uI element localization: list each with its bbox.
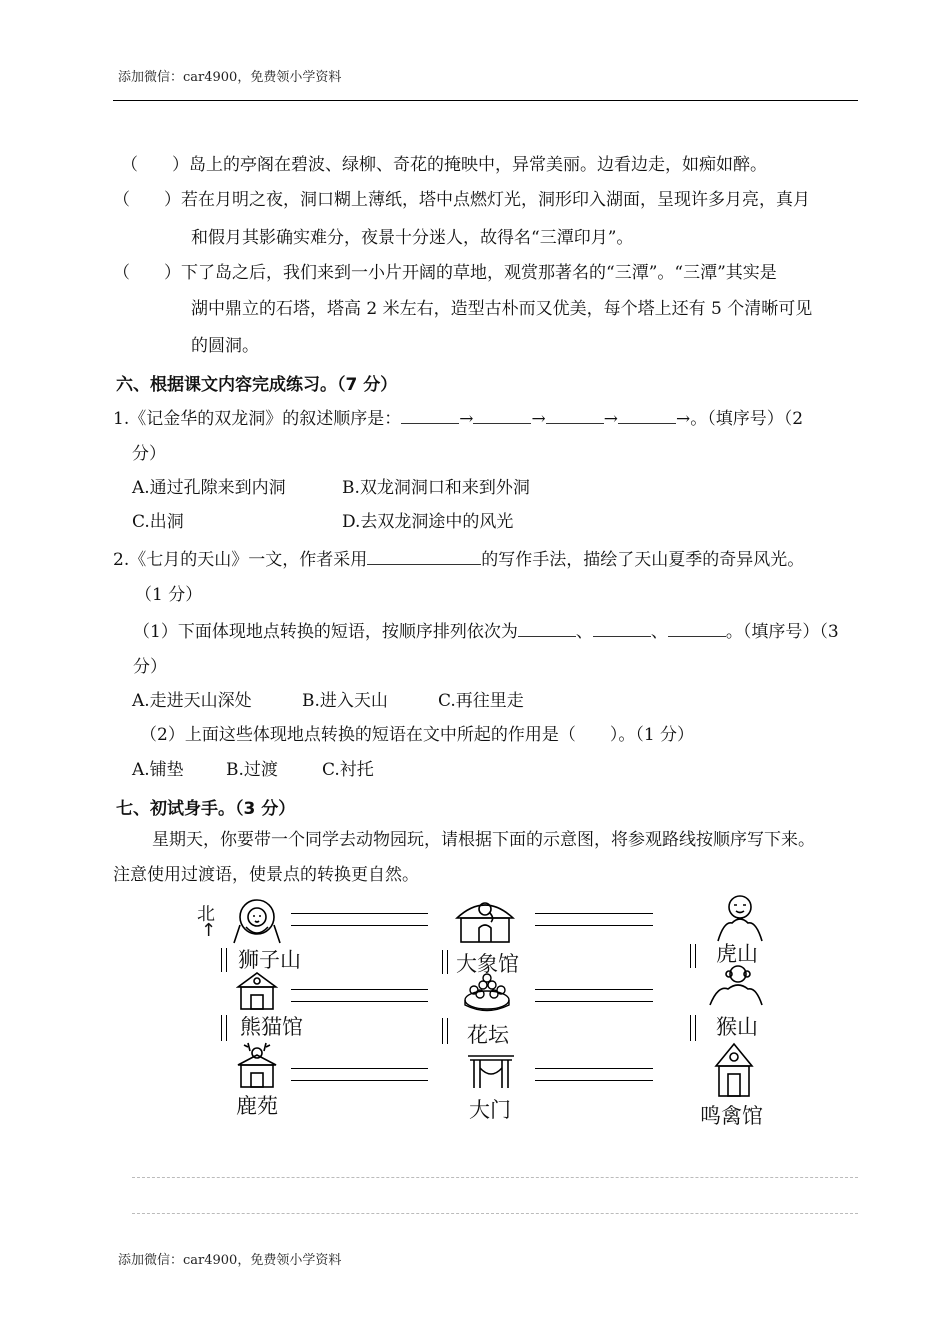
q6-2-sub1-blank-1[interactable] (518, 620, 576, 637)
q6-1-option-b: B.双龙洞洞口和来到外洞 (342, 478, 530, 498)
road-line (291, 1080, 428, 1081)
road-line-vertical (442, 950, 448, 974)
q6-2-suffix: 的写作手法，描绘了天山夏季的奇异风光。 (481, 550, 805, 570)
gate-icon (466, 1050, 516, 1090)
road-line (535, 1068, 653, 1069)
q6-2-sub1-cont: 分） (133, 657, 167, 677)
bird-house-icon (714, 1040, 754, 1098)
q5-item-1-paren[interactable]: （ ） (121, 155, 189, 175)
map-label-elephant-house: 大象馆 (456, 952, 519, 976)
q5-item-3-line2: 湖中鼎立的石塔，塔高 2 米左右，造型古朴而又优美，每个塔上还有 5 个清晰可见 (191, 299, 813, 319)
q6-3-option-b: B.过渡 (226, 760, 278, 780)
separator: 、 (575, 622, 593, 642)
q6-2-sub1-line (133, 620, 839, 643)
flower-bed-icon (462, 972, 512, 1012)
q5-item-3-text: 下了岛之后，我们来到一小片开阔的草地，观赏那著名的“三潭”。“三潭”其实是 (181, 263, 777, 283)
q6-1-line (113, 407, 803, 430)
separator: 、 (650, 622, 668, 642)
road-line (291, 989, 428, 990)
q6-2-sub1-blank-2[interactable] (593, 620, 651, 637)
monkey-icon (708, 963, 764, 1007)
road-line-vertical (690, 944, 696, 968)
north-arrow-icon: ↑ (201, 920, 217, 941)
road-line (291, 1001, 428, 1002)
arrow: → (603, 409, 618, 429)
road-line-vertical (442, 1018, 448, 1044)
q6-2-option-c: C.再往里走 (438, 691, 524, 711)
road-line (291, 925, 428, 926)
road-line-vertical (221, 1015, 227, 1041)
header-text: 添加微信：car4900，免费领小学资料 (118, 70, 342, 85)
q6-1-prefix: 1.《记金华的双龙洞》的叙述顺序是： (113, 409, 402, 429)
q7-paragraph-2: 注意使用过渡语，使景点的转换更自然。 (113, 865, 419, 885)
map-label-flower-bed: 花坛 (467, 1023, 509, 1047)
q6-2-option-b: B.进入天山 (302, 691, 388, 711)
tiger-icon (716, 893, 764, 943)
q6-2-option-a: A.走进天山深处 (132, 691, 252, 711)
road-line-vertical (221, 948, 227, 972)
section-6-title: 六、根据课文内容完成练习。（7 分） (116, 375, 398, 395)
q6-1-blank-3[interactable] (546, 407, 604, 424)
road-line (535, 1001, 653, 1002)
q6-2-prefix: 2.《七月的天山》一文，作者采用 (113, 550, 368, 570)
map-label-bird-house: 鸣禽馆 (700, 1104, 763, 1128)
q5-item-2-line2: 和假月其影确实难分，夜景十分迷人，故得名“三潭印月”。 (191, 228, 634, 248)
panda-house-icon (236, 971, 278, 1011)
q6-1-option-a: A.通过孔隙来到内洞 (132, 478, 286, 498)
answer-line-2[interactable] (132, 1213, 858, 1214)
q7-paragraph-1: 星期天，你要带一个同学去动物园玩，请根据下面的示意图，将参观路线按顺序写下来。 (152, 830, 815, 850)
q6-1-blank-2[interactable] (473, 407, 531, 424)
deer-park-icon (236, 1041, 278, 1089)
q5-item-1-text: 岛上的亭阁在碧波、绿柳、奇花的掩映中，异常美丽。边看边走，如痴如醉。 (189, 155, 767, 175)
q6-2-sub1-blank-3[interactable] (668, 620, 726, 637)
q6-2-line (113, 548, 804, 571)
q6-1-blank-4[interactable] (618, 407, 676, 424)
map-label-deer-park: 鹿苑 (236, 1094, 278, 1118)
section-7-title: 七、初试身手。（3 分） (116, 799, 296, 819)
q5-item-1 (121, 154, 767, 176)
q5-item-2-paren[interactable]: （ ） (113, 190, 181, 210)
q6-2-sub1-prefix: （1）下面体现地点转换的短语，按顺序排列依次为 (133, 622, 518, 642)
q6-2-sub2: （2）上面这些体现地点转换的短语在文中所起的作用是（ ）。（1 分） (140, 725, 695, 745)
road-line (535, 1080, 653, 1081)
map-label-lion-hill: 狮子山 (238, 948, 301, 972)
q6-1-option-d: D.去双龙洞途中的风光 (342, 512, 514, 532)
q5-item-2-text: 若在月明之夜，洞口糊上薄纸，塔中点燃灯光，洞形印入湖面，呈现许多月亮，真月 (181, 190, 810, 210)
footer-text: 添加微信：car4900，免费领小学资料 (118, 1253, 342, 1268)
map-label-monkey-hill: 猴山 (716, 1015, 758, 1039)
road-line-vertical (690, 1015, 696, 1041)
arrow: → (531, 409, 546, 429)
arrow: → (675, 409, 691, 429)
q6-1-option-c: C.出洞 (132, 512, 184, 532)
elephant-house-icon (455, 896, 515, 944)
road-line (291, 913, 428, 914)
q6-3-option-c: C.衬托 (322, 760, 374, 780)
road-line (535, 989, 653, 990)
header-rule (113, 100, 858, 101)
north-label: 北 (197, 904, 215, 925)
q5-item-2 (113, 189, 810, 211)
road-line (535, 913, 653, 914)
road-line (535, 925, 653, 926)
q6-3-option-a: A.铺垫 (132, 760, 184, 780)
q6-2-blank[interactable] (367, 548, 481, 565)
q6-1-blank-1[interactable] (401, 407, 459, 424)
map-label-panda-house: 熊猫馆 (240, 1015, 303, 1039)
q5-item-3 (113, 262, 777, 284)
q5-item-3-paren[interactable]: （ ） (113, 263, 181, 283)
q6-1-cont: 分） (132, 444, 166, 464)
answer-line-1[interactable] (132, 1177, 858, 1178)
road-line (291, 1068, 428, 1069)
q6-2-score: （1 分） (135, 585, 203, 605)
q5-item-3-line3: 的圆洞。 (191, 336, 259, 356)
map-label-tiger-hill: 虎山 (716, 942, 758, 966)
arrow: → (459, 409, 474, 429)
map-label-main-gate: 大门 (469, 1098, 511, 1122)
q6-1-suffix: 。（填序号）（2 (690, 409, 804, 429)
q6-2-sub1-suffix: 。（填序号）（3 (725, 622, 839, 642)
lion-icon (230, 897, 284, 945)
